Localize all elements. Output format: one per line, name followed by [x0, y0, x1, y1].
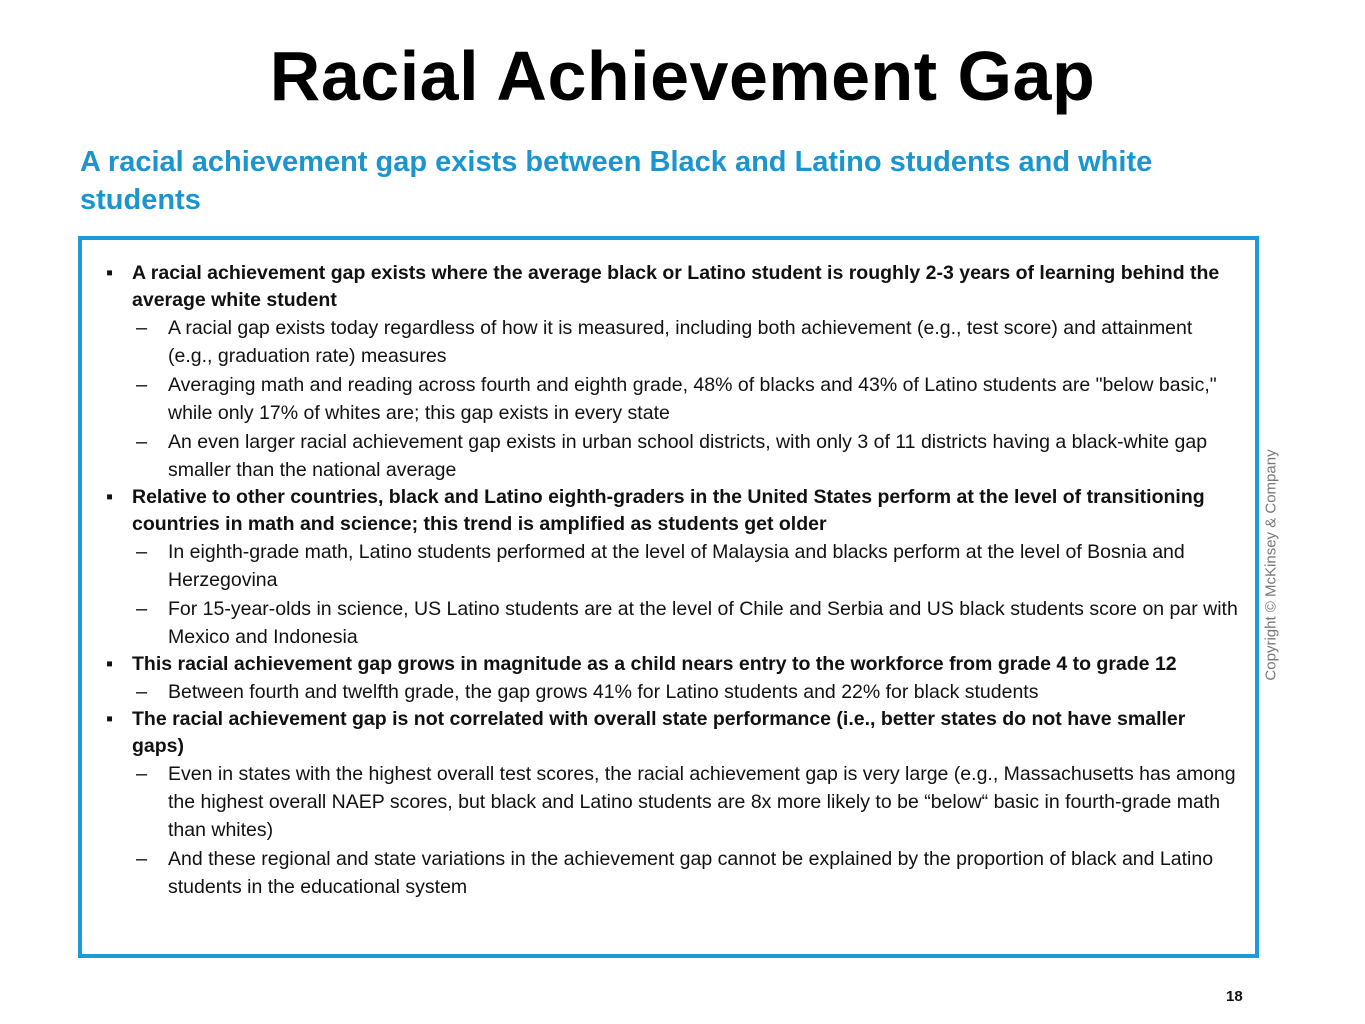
- sub-bullet-item: [82, 371, 1241, 427]
- sub-bullet-text: For 15-year-olds in science, US Latino students are at the level of Chile and Serbia and US black students score on par with Mexico and Indonesia: [168, 598, 1238, 648]
- dash-marker: –: [136, 763, 148, 785]
- sub-bullet-text: Even in states with the highest overall test scores, the racial achievement gap is very large (e.g., Massachusetts has among the highest overall NAEP scores, but black and Latino students are 8x more likely to be “below“ basic in fourth-grade math than whites): [168, 763, 1236, 841]
- bullet-item: [82, 484, 1241, 538]
- dash-marker: –: [136, 541, 148, 563]
- dash-marker: –: [136, 848, 148, 870]
- bullet-marker: ▪: [106, 708, 114, 730]
- bullet-item: [82, 260, 1241, 314]
- bullet-list: [82, 260, 1255, 901]
- dash-marker: –: [136, 431, 148, 453]
- bullet-item: [82, 651, 1241, 678]
- sub-bullet-item: [82, 760, 1241, 844]
- bullet-text: This racial achievement gap grows in magnitude as a child nears entry to the workforce from grade 4 to grade 12: [132, 653, 1177, 675]
- dash-marker: –: [136, 598, 148, 620]
- sub-bullet-text: Between fourth and twelfth grade, the gap grows 41% for Latino students and 22% for black students: [168, 681, 1039, 703]
- bullet-item: [82, 706, 1241, 760]
- sub-bullet-text: A racial gap exists today regardless of how it is measured, including both achievement (e.g., test score) and attainment (e.g., graduation rate) measures: [168, 317, 1193, 367]
- sub-bullet-item: [82, 314, 1241, 370]
- bullet-text: The racial achievement gap is not correlated with overall state performance (i.e., better states do not have smaller gaps): [132, 708, 1186, 757]
- dash-marker: –: [136, 681, 148, 703]
- bullet-marker: ▪: [106, 486, 114, 508]
- sub-bullet-item: [82, 595, 1241, 651]
- sub-bullet-item: [82, 678, 1241, 706]
- sub-bullet-text: Averaging math and reading across fourth and eighth grade, 48% of blacks and 43% of Latino students are "below basic," while only 17% of whites are; this gap exists in every state: [168, 374, 1217, 424]
- sub-bullet-item: [82, 538, 1241, 594]
- dash-marker: –: [136, 317, 148, 339]
- bullet-text: Relative to other countries, black and Latino eighth-graders in the United States perform at the level of transitioning countries in math and science; this trend is amplified as students get older: [132, 486, 1205, 535]
- dash-marker: –: [136, 374, 148, 396]
- sub-bullet-item: [82, 845, 1241, 901]
- content-box: [78, 236, 1259, 958]
- bullet-text: A racial achievement gap exists where the average black or Latino student is roughly 2-3 years of learning behind the average white student: [132, 262, 1220, 311]
- exhibit-title: A racial achievement gap exists between Black and Latino students and white students: [80, 146, 1153, 216]
- page-number: 18: [1226, 988, 1243, 1005]
- slide-title: Racial Achievement Gap: [269, 37, 1096, 115]
- bullet-marker: ▪: [106, 653, 114, 675]
- copyright-text: Copyright © McKinsey & Company: [1262, 449, 1280, 681]
- sub-bullet-text: In eighth-grade math, Latino students performed at the level of Malaysia and blacks perform at the level of Bosnia and Herzegovina: [168, 541, 1185, 591]
- sub-bullet-text: And these regional and state variations in the achievement gap cannot be explained by the proportion of black and Latino students in the educational system: [168, 848, 1214, 898]
- sub-bullet-item: [82, 428, 1241, 484]
- bullet-marker: ▪: [106, 262, 114, 284]
- sub-bullet-text: An even larger racial achievement gap exists in urban school districts, with only 3 of 11 districts having a black-white gap smaller than the national average: [168, 431, 1208, 481]
